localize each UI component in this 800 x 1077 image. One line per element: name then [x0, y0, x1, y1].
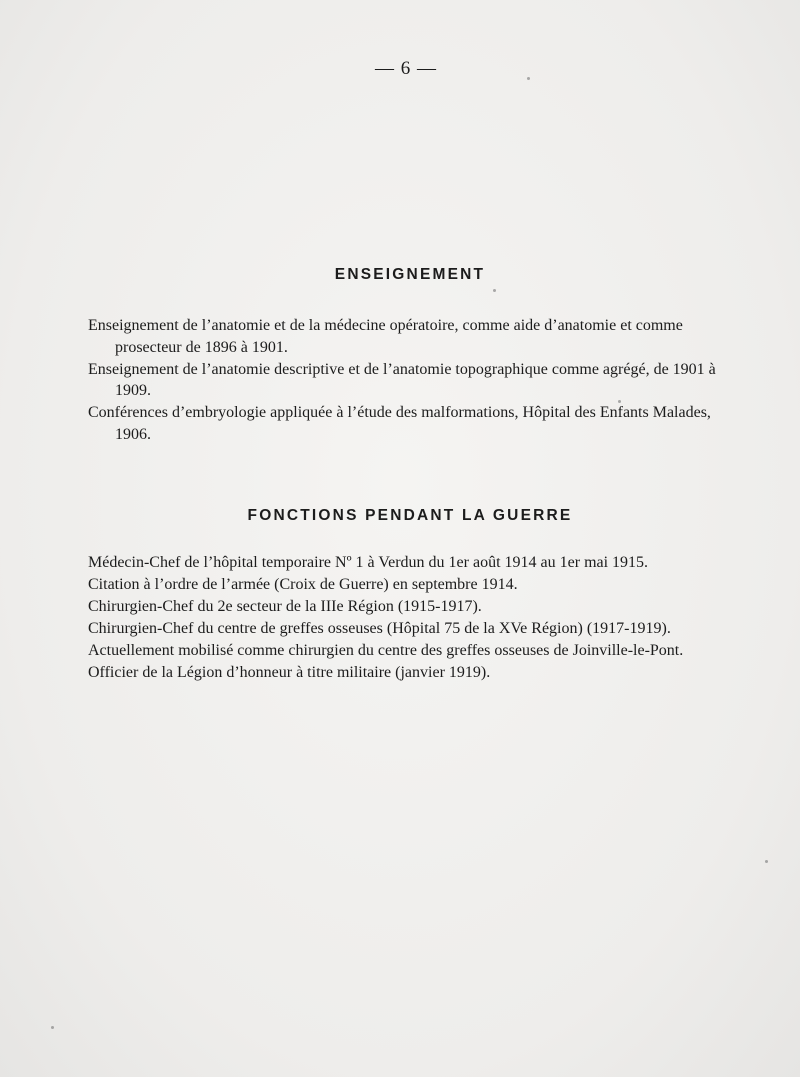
section-heading-enseignement: ENSEIGNEMENT [334, 266, 486, 283]
list-item: Chirurgien-Chef du 2e secteur de la IIIe Région (1915-1917). [88, 598, 482, 615]
enseignement-list [88, 315, 738, 446]
list-item: Médecin-Chef de l’hôpital temporaire Nº 1 à Verdun du 1er août 1914 au 1er mai 1915. [88, 554, 649, 571]
paper-speck [618, 400, 621, 403]
paper-speck [527, 77, 530, 80]
list-item: Conférences d’embryologie appliquée à l’étude des malformations, Hôpital des Enfants Malades, 1906. [88, 404, 711, 443]
paper-speck [51, 1026, 54, 1029]
paper-speck [493, 289, 496, 292]
paper-speck [765, 860, 768, 863]
list-item: Actuellement mobilisé comme chirurgien du centre des greffes osseuses de Joinville-le-Pont. [88, 642, 684, 659]
list-item: Chirurgien-Chef du centre de greffes osseuses (Hôpital 75 de la XVe Région) (1917-1919). [88, 620, 671, 637]
list-item: Enseignement de l’anatomie et de la médecine opératoire, comme aide d’anatomie et comme prosecteur de 1896 à 1901. [88, 317, 683, 356]
list-item: Citation à l’ordre de l’armée (Croix de Guerre) en septembre 1914. [88, 576, 518, 593]
list-item: Enseignement de l’anatomie descriptive et de l’anatomie topographique comme agrégé, de 1901 à 1909. [88, 360, 716, 399]
fonctions-guerre-list [88, 552, 738, 684]
page-number: — 6 — [375, 58, 437, 79]
section-heading-fonctions-guerre: FONCTIONS PENDANT LA GUERRE [247, 507, 573, 524]
list-item: Officier de la Légion d’honneur à titre militaire (janvier 1919). [88, 664, 491, 681]
